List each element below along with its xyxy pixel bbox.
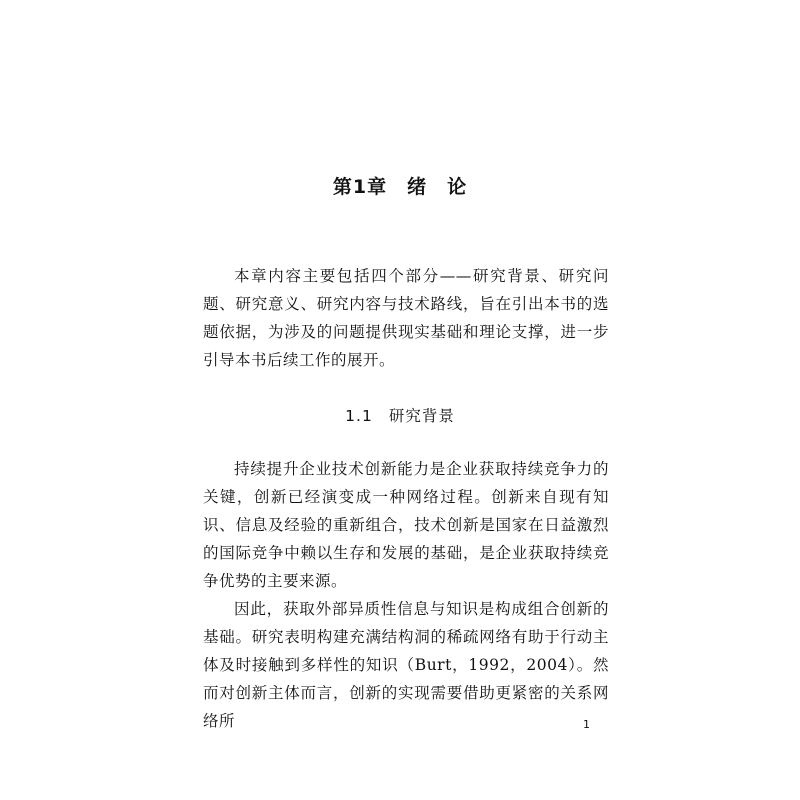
intro-block [203, 262, 609, 374]
body-paragraph: 持续提升企业技术创新能力是企业获取持续竞争力的关键，创新已经演变成一种网络过程。创新来自现有知识、信息及经验的重新组合，技术创新是国家在日益激烈的国际竞争中赖以生存和发展的基础，是企业获取持续竞争优势的主要来源。 [203, 460, 609, 590]
body-paragraph: 因此，获取外部异质性信息与知识是构成组合创新的基础。研究表明构建充满结构洞的稀疏网络有助于行动主体及时接触到多样性的知识（Burt，1992，2004）。然而对创新主体而言，创新的实现需要借助更紧密的关系网络所 [203, 600, 609, 730]
chapter-title: 第1章 绪 论 [332, 176, 468, 198]
section-heading [0, 404, 800, 426]
section-number: 1.1 [345, 407, 373, 425]
body-text [203, 455, 609, 735]
intro-paragraph: 本章内容主要包括四个部分——研究背景、研究问题、研究意义、研究内容与技术路线，旨在引出本书的选题依据，为涉及的问题提供现实基础和理论支撑，进一步引导本书后续工作的展开。 [203, 267, 609, 369]
page-number: 1 [583, 718, 590, 731]
section-title: 研究背景 [388, 407, 455, 425]
